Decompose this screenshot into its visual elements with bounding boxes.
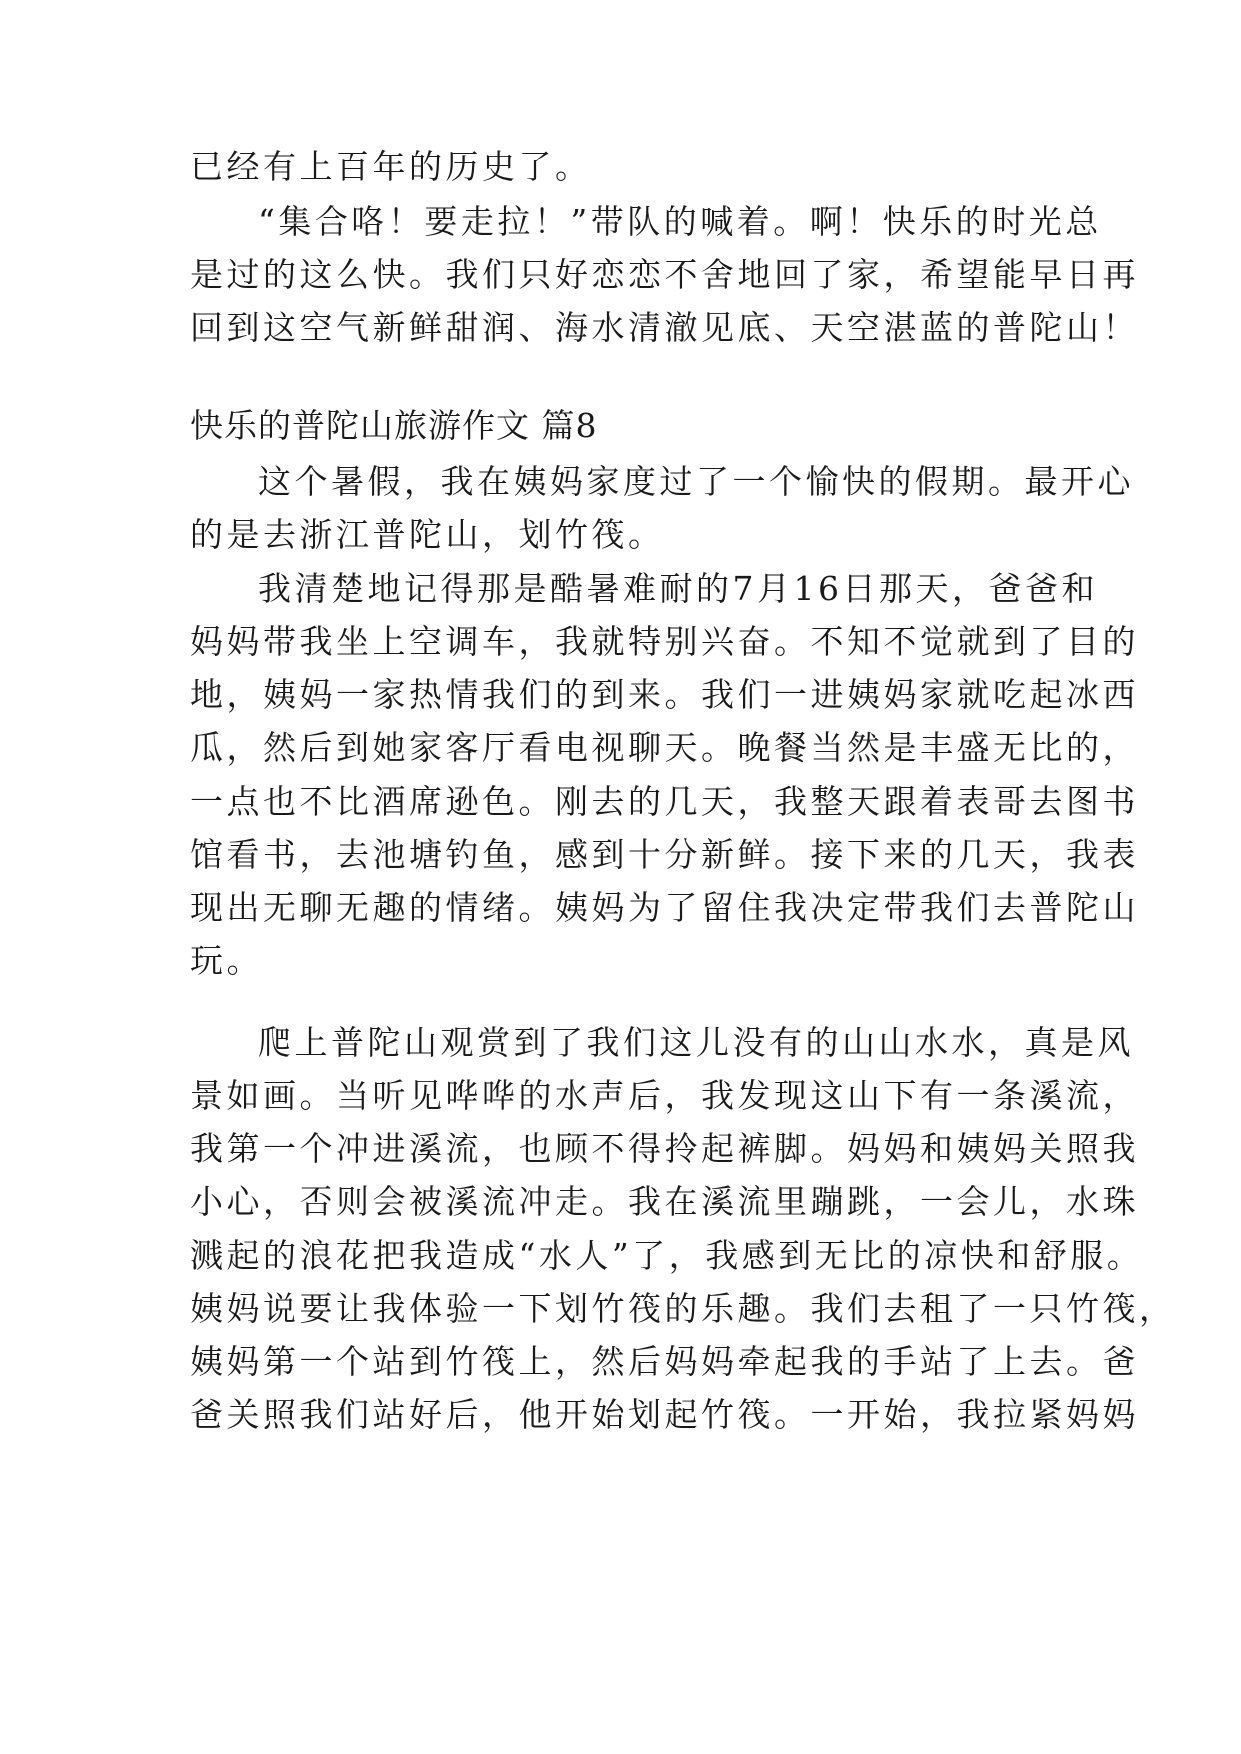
text-line: 溅起的浪花把我造成“水人”了，我感到无比的凉快和舒服。 (190, 1236, 1144, 1275)
text-line: 爸关照我们站好后，他开始划起竹筏。一开始，我拉紧妈妈 (190, 1395, 1139, 1434)
text-line: 馆看书，去池塘钓鱼，感到十分新鲜。接下来的几天，我表 (190, 835, 1139, 874)
text-line: 姨妈第一个站到竹筏上，然后妈妈牵起我的手站了上去。爸 (190, 1342, 1139, 1381)
text-line: 已经有上百年的历史了。 (190, 147, 592, 186)
text-line: 爬上普陀山观赏到了我们这儿没有的山山水水，真是风 (258, 1023, 1134, 1062)
text-line: 瓜，然后到她家客厅看电视聊天。晚餐当然是丰盛无比的， (190, 728, 1139, 767)
text-line: 玩。 (190, 941, 263, 980)
section-heading: 快乐的普陀山旅游作文 篇8 (190, 406, 598, 445)
text-line: 小心，否则会被溪流冲走。我在溪流里蹦跳，一会儿，水珠 (190, 1182, 1139, 1221)
text-line: 这个暑假，我在姨妈家度过了一个愉快的假期。最开心 (258, 462, 1134, 501)
text-line: 的是去浙江普陀山，划竹筏。 (190, 515, 665, 554)
text-line: 回到这空气新鲜甜润、海水清澈见底、天空湛蓝的普陀山！ (190, 308, 1139, 347)
text-line: 现出无聊无趣的情绪。姨妈为了留住我决定带我们去普陀山 (190, 888, 1139, 927)
text-line: 姨妈说要让我体验一下划竹筏的乐趣。我们去租了一只竹筏， (190, 1289, 1176, 1328)
text-line: 是过的这么快。我们只好恋恋不舍地回了家，希望能早日再 (190, 255, 1139, 294)
text-line: “集合咯！要走拉！”带队的喊着。啊！快乐的时光总 (258, 202, 1102, 241)
text-line: 我清楚地记得那是酷暑难耐的7月16日那天，爸爸和 (258, 569, 1098, 608)
text-line: 地，姨妈一家热情我们的到来。我们一进姨妈家就吃起冰西 (190, 675, 1139, 714)
text-line: 我第一个冲进溪流，也顾不得拎起裤脚。妈妈和姨妈关照我 (190, 1129, 1139, 1168)
text-line: 景如画。当听见哗哗的水声后，我发现这山下有一条溪流， (190, 1076, 1139, 1115)
text-line: 一点也不比酒席逊色。刚去的几天，我整天跟着表哥去图书 (190, 782, 1139, 821)
text-line: 妈妈带我坐上空调车，我就特别兴奋。不知不觉就到了目的 (190, 622, 1139, 661)
